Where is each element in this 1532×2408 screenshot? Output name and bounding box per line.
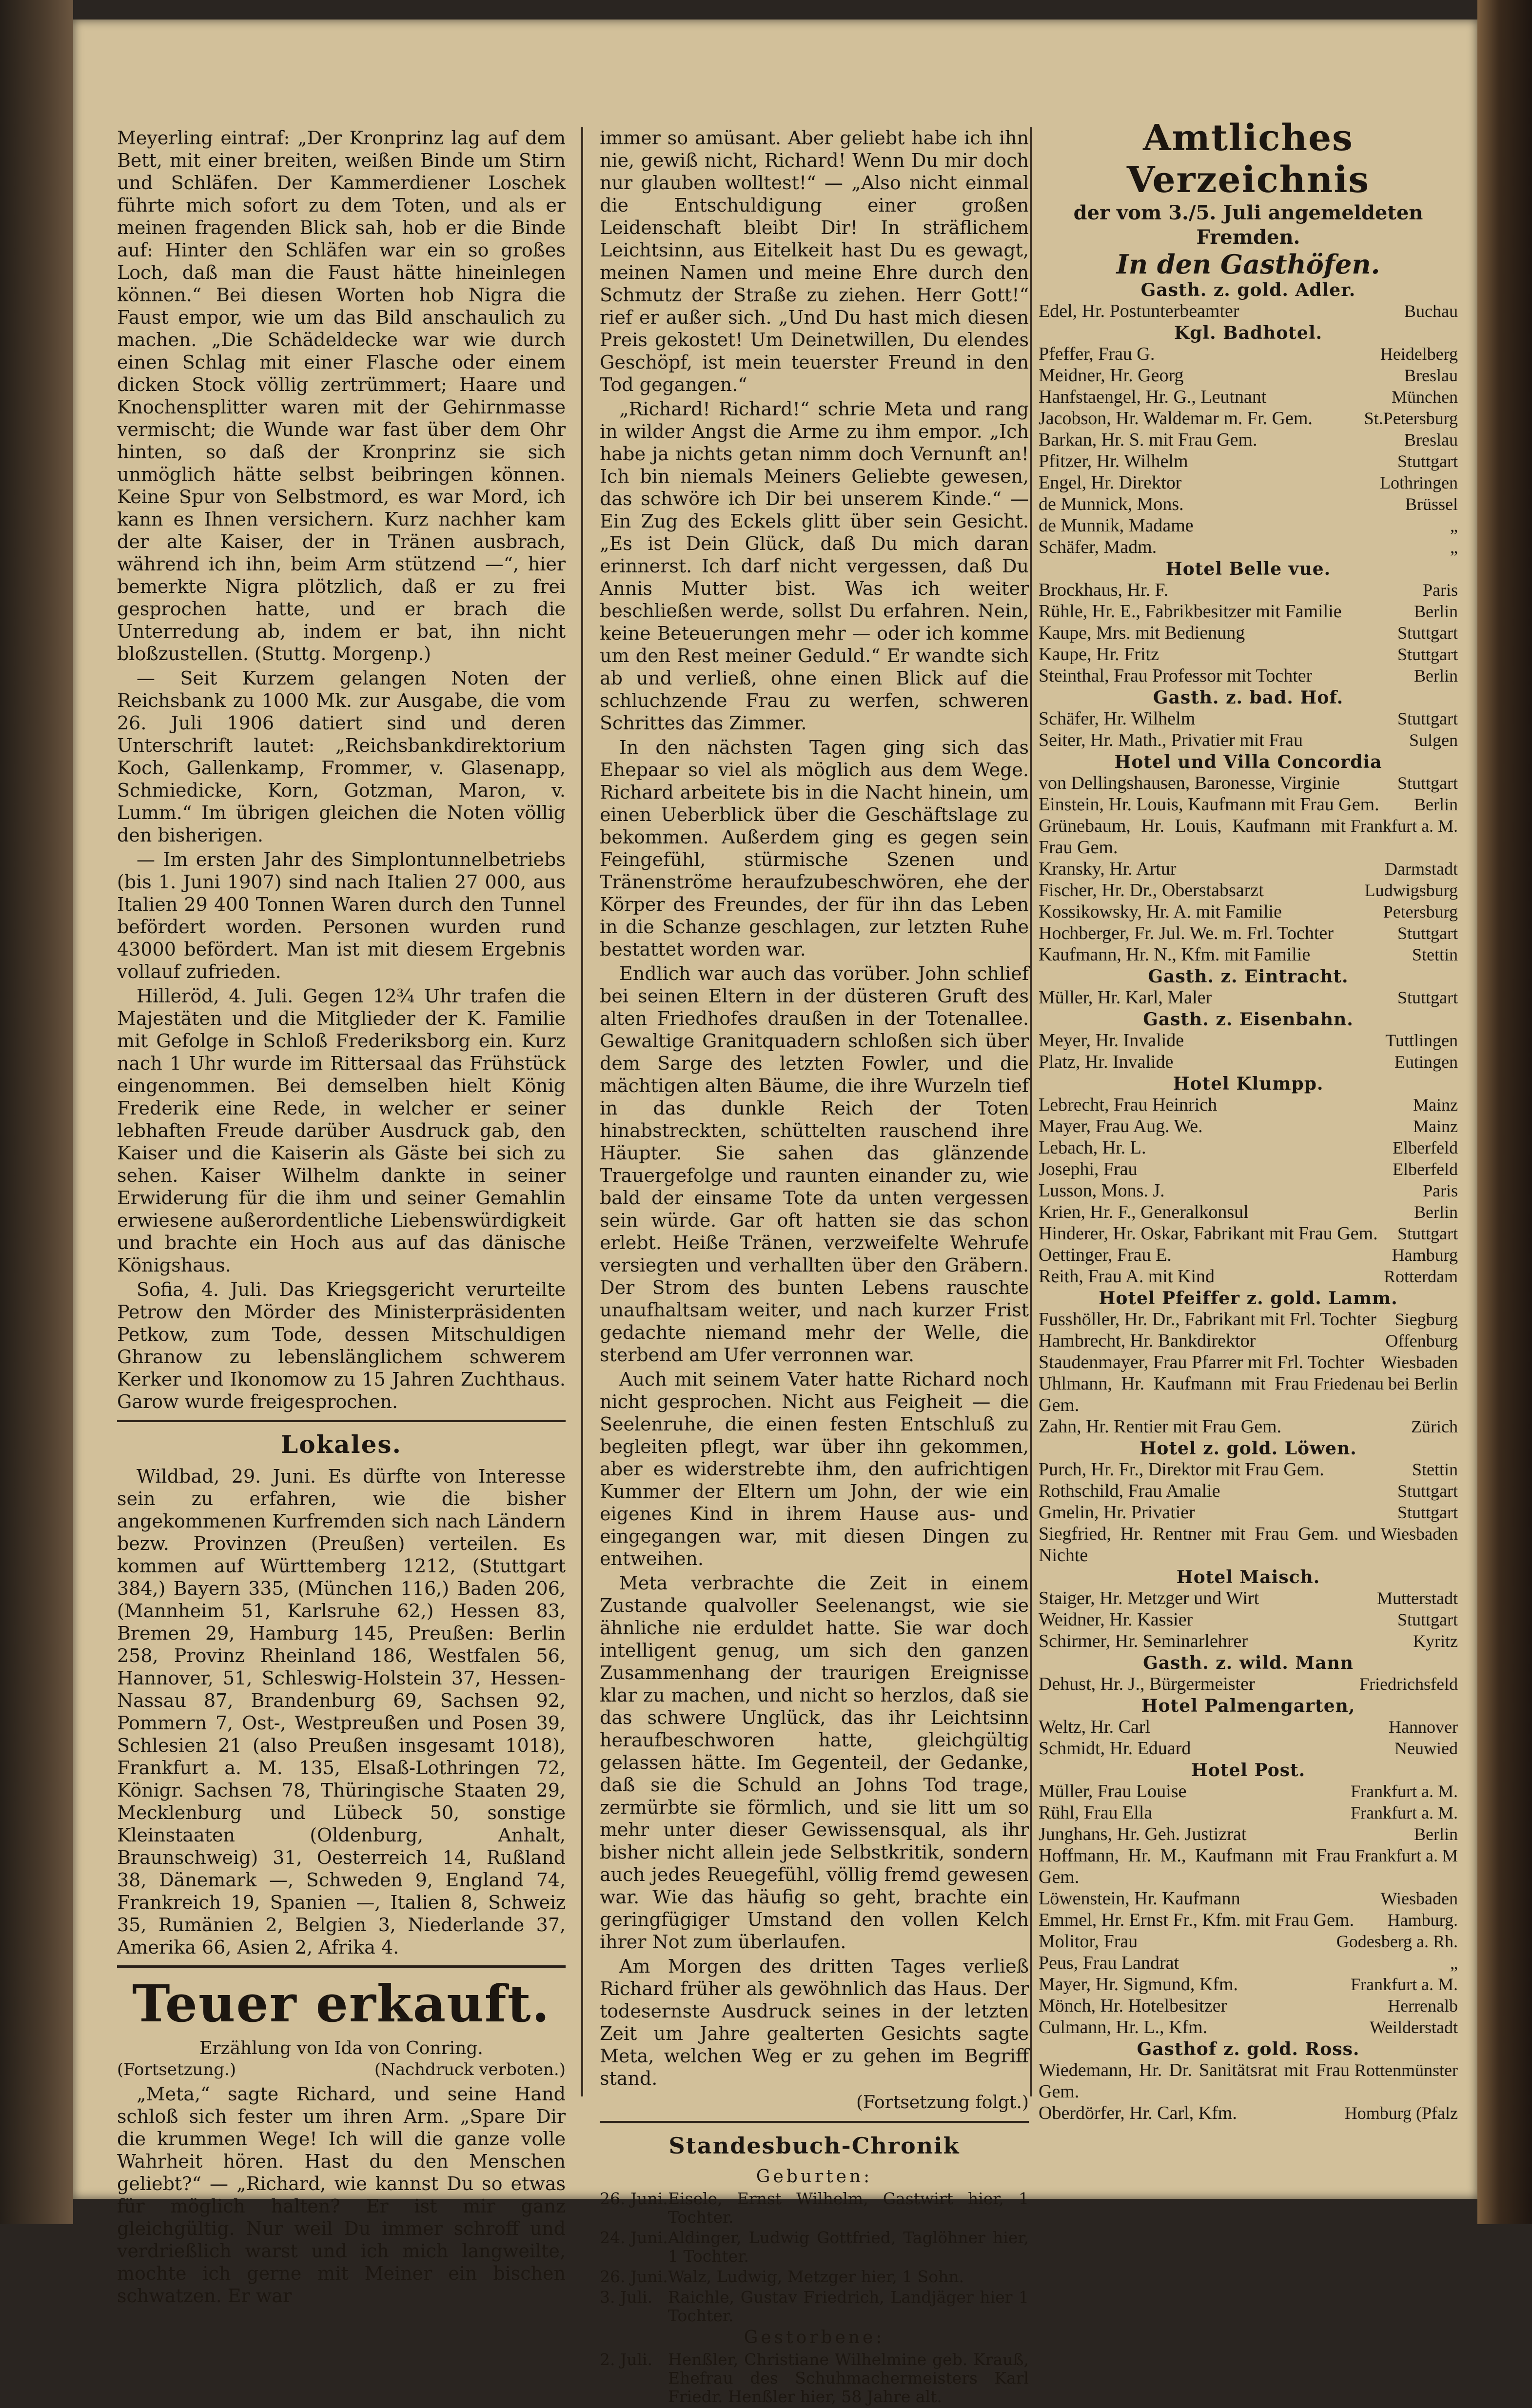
guest-origin: Kyritz	[1413, 1631, 1458, 1651]
guest-row	[1039, 1716, 1458, 1738]
guest-origin: Petersburg	[1383, 902, 1458, 921]
news-paragraph: Sofia, 4. Juli. Das Kriegsgericht verurteilte Petrow den Mörder des Ministerpräsidenten Petkow, zum Tode, dessen Mitschuldigen Ghranow zu lebenslänglichem schwerem Kerker und Ikonomow zu 15 Jahren Zuchthaus. Garow wurde freigesprochen.	[117, 1279, 566, 1412]
guest-name: Kaupe, Hr. Fritz	[1039, 644, 1159, 665]
guest-row	[1039, 2102, 1458, 2124]
guest-name: Löwenstein, Hr. Kaufmann	[1039, 1888, 1240, 1909]
guest-name: Müller, Hr. Karl, Maler	[1039, 987, 1212, 1008]
guest-name: Pfitzer, Hr. Wilhelm	[1039, 451, 1188, 471]
guest-row	[1039, 665, 1458, 686]
register-section: In den Gasthöfen.	[1116, 249, 1380, 280]
guest-row	[1039, 601, 1458, 622]
guest-row	[1039, 1266, 1458, 1287]
guest-row	[1039, 901, 1458, 922]
guest-name: Fusshöller, Hr. Dr., Fabrikant mit Frl. Tochter	[1039, 1309, 1376, 1330]
guest-row	[1039, 1201, 1458, 1223]
story-paragraph: „Richard! Richard!“ schrie Meta und rang in wilder Angst die Arme zu ihm empor. „Ich habe ja nichts getan nimm doch Vernunft an! Ich bin niemals Meiners Geliebte gewesen, das schwöre ich Dir bei unserem Kinde.“ — Ein Zug des Eckels glitt über sein Gesicht. „Es ist Dein Glück, daß Du mich daran erinnerst. Ich darf nicht vergessen, daß Du Annis Mutter bist. Was ich weiter beschließen werde, sollst Du erfahren. Nein, keine Beteuerungen mehr — oder ich komme um den Rest meiner Geduld.“ Er wandte sich ab und verließ, ohne einen Blick auf die schluchzende Frau zu werfen, schweren Schrittes das Zimmer.	[600, 398, 1029, 734]
guest-row	[1039, 386, 1458, 408]
guest-row	[1039, 1609, 1458, 1630]
guest-row	[1039, 1416, 1458, 1437]
guest-origin: „	[1450, 537, 1458, 557]
guest-origin: Wiesbaden	[1380, 1524, 1458, 1544]
hotel-heading: Hotel Post.	[1191, 1760, 1306, 1781]
guest-origin: Ludwigsburg	[1364, 881, 1458, 900]
news-paragraph: — Im ersten Jahr des Simplontunnelbetriebs (bis 1. Juni 1907) sind nach Italien 27 000, aus Italien 29 400 Tonnen Waren durch den Tunnel befördert worden. Personen wurden rund 43000 befördert. Man ist mit diesem Ergebnis vollauf zufrieden.	[117, 849, 566, 982]
guest-row	[1039, 1030, 1458, 1051]
guest-origin: Rottenmünster	[1355, 2060, 1458, 2080]
news-paragraphs	[117, 127, 566, 1413]
guest-name: Gmelin, Hr. Privatier	[1039, 1502, 1195, 1523]
guest-row	[1039, 1480, 1458, 1502]
guest-origin: Homburg (Pfalz	[1344, 2103, 1458, 2123]
guest-origin: Frankfurt a. M.	[1351, 1975, 1458, 1994]
guest-name: Lebrecht, Frau Heinrich	[1039, 1095, 1218, 1115]
guest-origin: Breslau	[1404, 366, 1458, 385]
guest-row	[1039, 1802, 1458, 1823]
guest-row	[1039, 1673, 1458, 1695]
lokales-heading: Lokales.	[281, 1430, 402, 1459]
story-title: Teuer erkauft.	[132, 1974, 550, 2034]
guest-row	[1039, 1094, 1458, 1116]
hotel-heading: Hotel Belle vue.	[1165, 559, 1331, 579]
guest-origin: „	[1450, 1953, 1458, 1973]
guest-name: Zahn, Hr. Rentier mit Frau Gem.	[1039, 1416, 1282, 1437]
hotel-heading: Hotel Palmengarten,	[1141, 1696, 1355, 1716]
guest-row	[1039, 622, 1458, 644]
guest-origin: Herrenalb	[1388, 1996, 1458, 2016]
chronik-text: Raichle, Gustav Friedrich, Landjäger hier 1 Tochter.	[668, 2288, 1029, 2325]
guest-name: Molitor, Frau	[1039, 1931, 1138, 1952]
register-subtitle: der vom 3./5. Juli angemeldeten Fremden.	[1073, 201, 1423, 249]
guest-row	[1039, 1630, 1458, 1652]
register-title: Amtliches Verzeichnis	[1126, 117, 1370, 201]
reprint-notice: (Nachdruck verboten.)	[374, 2060, 566, 2079]
guest-origin: „	[1450, 516, 1458, 535]
guest-name: Edel, Hr. Postunterbeamter	[1039, 301, 1239, 321]
story-byline: Erzählung von Ida von Conring.	[199, 2038, 483, 2058]
guest-row	[1039, 1523, 1458, 1566]
guest-name: Rühle, Hr. E., Fabrikbesitzer mit Familie	[1039, 601, 1342, 622]
guest-origin: Lothringen	[1380, 473, 1458, 492]
guest-name: Platz, Hr. Invalide	[1039, 1052, 1174, 1072]
guest-origin: Stettin	[1412, 1460, 1458, 1479]
guest-row	[1039, 1051, 1458, 1073]
guest-origin: Mutterstadt	[1377, 1588, 1458, 1608]
guest-name: de Munnick, Mons.	[1039, 494, 1184, 514]
guest-origin: Stuttgart	[1397, 988, 1458, 1007]
story-paragraph: Meta verbrachte die Zeit in einem Zustande qualvoller Seelenangst, wie sie ähnliche nie erduldet hatte. Sie war doch intelligent genug, um sich den ganzen Zusammenhang der traurigen Ereignisse klar zu machen, und nicht so herzlos, daß sie das schwere Unglück, das ihr Leichtsinn heraufbeschworen hatte, gleichgültig gelassen hätte. Im Gegenteil, der Gedanke, daß sie die Schuld an Johns Tod trage, zermürbte sie förmlich, und sie litt um so mehr unter dieser Gewissensqual, als ihr bisher nicht allein jede Selbstkritik, sondern auch jedes Reuegefühl, völlig fremd gewesen war. Wie das häufig so geht, brachte ein geringfügiger Umstand den vollen Kelch ihrer Not zum überlaufen.	[600, 1572, 1029, 1953]
guest-name: Hochberger, Fr. Jul. We. m. Frl. Tochter	[1039, 923, 1334, 943]
news-paragraph: Meyerling eintraf: „Der Kronprinz lag auf dem Bett, mit einer breiten, weißen Binde um Stirn und Schläfen. Der Kammerdiener Loschek führte mich sofort zu dem Toten, und als er meinen fragenden Blick sah, hob er die Binde auf: Hinter den Schläfen war ein so großes Loch, daß man die Faust hätte hineinlegen können.“ Bei diesen Worten hob Nigra die Faust empor, wie um das Bild anschaulich zu machen. „Die Schädeldecke war wie durch einen Schlag mit einer Flasche oder einem dicken Stock völlig zertrümmert; Haare und Knochensplitter waren mit der Gehirnmasse vermischt; die Wunde war fast über dem Ohr hinten, so daß der Kronprinz sie sich unmöglich hätte selbst beibringen können. Keine Spur von Selbstmord, es war Mord, ich kann es Ihnen versichern. Kurz nachher kam der alte Kaiser, der in Tränen ausbrach, während ich ihn, beim Arm stützend —“, hier bemerkte Nigra plötzlich, daß er zu frei gesprochen hatte, und er brach die Unterredung ab, indem er bat, ihn nicht bloßzustellen. (Stuttg. Morgenp.)	[117, 127, 566, 665]
story-continuation: (Fortsetzung.)	[117, 2060, 236, 2079]
guest-name: Grünebaum, Hr. Louis, Kaufmann mit Frau Gem.	[1039, 816, 1346, 858]
guest-origin: Mainz	[1413, 1116, 1458, 1136]
guest-origin: Mainz	[1413, 1095, 1458, 1115]
guest-name: Steinthal, Frau Professor mit Tochter	[1039, 666, 1313, 686]
story-paragraphs	[600, 127, 1029, 2090]
guest-name: Meidner, Hr. Georg	[1039, 365, 1184, 386]
guest-origin: Frankfurt a. M	[1355, 1846, 1458, 1865]
column-rule	[581, 127, 583, 2096]
column-news	[117, 127, 566, 2309]
chronik-entry	[600, 2229, 1029, 2266]
guest-row	[1039, 794, 1458, 815]
guest-origin: Berlin	[1414, 602, 1458, 621]
guest-origin: Stuttgart	[1397, 1481, 1458, 1501]
divider	[600, 2121, 1029, 2123]
guest-origin: Frankfurt a. M.	[1351, 816, 1458, 836]
hotel-heading: Gasth. z. Eintracht.	[1148, 966, 1349, 987]
guest-origin: Buchau	[1404, 301, 1458, 321]
guest-name: Mayer, Hr. Sigmund, Kfm.	[1039, 1974, 1238, 1995]
guest-row	[1039, 922, 1458, 944]
guest-origin: Hannover	[1389, 1717, 1458, 1737]
chronik-title: Standesbuch-Chronik	[668, 2133, 960, 2159]
guest-origin: Berlin	[1414, 666, 1458, 685]
guest-row	[1039, 1351, 1458, 1373]
guest-row	[1039, 536, 1458, 558]
guest-name: Purch, Hr. Fr., Direktor mit Frau Gem.	[1039, 1459, 1324, 1480]
chronik-date: 3. Juli.	[600, 2288, 653, 2307]
guest-name: Dehust, Hr. J., Bürgermeister	[1039, 1674, 1255, 1694]
guest-name: Schäfer, Hr. Wilhelm	[1039, 708, 1196, 729]
guest-row	[1039, 408, 1458, 429]
chronik-entry	[600, 2268, 1029, 2286]
guest-row	[1039, 300, 1458, 322]
guest-origin: Stuttgart	[1397, 645, 1458, 664]
guest-origin: Brüssel	[1405, 494, 1458, 514]
guest-name: Staiger, Hr. Metzger und Wirt	[1039, 1588, 1259, 1608]
guest-name: Einstein, Hr. Louis, Kaufmann mit Frau Gem.	[1039, 794, 1379, 815]
guest-row	[1039, 493, 1458, 515]
guest-row	[1039, 1502, 1458, 1523]
guest-name: Reith, Frau A. mit Kind	[1039, 1266, 1215, 1287]
guest-name: Engel, Hr. Direktor	[1039, 472, 1182, 493]
guest-origin: St.Petersburg	[1364, 409, 1458, 428]
guest-row	[1039, 1823, 1458, 1845]
guest-name: Josephi, Frau	[1039, 1159, 1138, 1179]
hotel-heading: Hotel Klumpp.	[1173, 1074, 1324, 1094]
guest-row	[1039, 1974, 1458, 1995]
guest-row	[1039, 987, 1458, 1008]
guest-origin: Elberfeld	[1393, 1138, 1458, 1157]
lokales-text: Wildbad, 29. Juni. Es dürfte von Interesse sein zu erfahren, wie die bisher angekommenen Kurfremden sich nach Ländern bezw. Provinzen (Preußen) verteilen. Es kommen auf Württemberg 1212, (Stuttgart 384,) Bayern 335, (München 116,) Baden 206, (Mannheim 51, Karlsruhe 62,) Hessen 83, Bremen 29, Hamburg 145, Preußen: Berlin 258, Provinz Rheinland 186, Westfalen 56, Hannover, 51, Schleswig-Holstein 37, Hessen-Nassau 87, Brandenburg 69, Sachsen 92, Pommern 7, Ost-, Westpreußen und Posen 39, Schlesien 21 (also Preußen insgesamt 1018), Frankfurt a. M. 135, Elsaß-Lothringen 72, Königr. Sachsen 78, Thüringische Staaten 29, Mecklenburg und Lübeck 50, sonstige Kleinstaaten (Oldenburg, Anhalt, Braunschweig) 31, Oesterreich 14, Rußland 38, Dänemark —, Schweden 9, England 74, Frankreich 19, Spanien —, Italien 8, Schweiz 35, Rumänien 2, Belgien 3, Niederlande 37, Amerika 66, Asien 2, Afrika 4.	[117, 1466, 566, 1958]
guest-row	[1039, 944, 1458, 965]
guest-origin: Eutingen	[1395, 1052, 1458, 1072]
guest-origin: Darmstadt	[1385, 859, 1458, 879]
guest-name: Krien, Hr. F., Generalkonsul	[1039, 1202, 1249, 1222]
guest-origin: Rotterdam	[1384, 1267, 1458, 1286]
guest-origin: Paris	[1423, 580, 1458, 600]
guest-row	[1039, 1995, 1458, 2016]
guest-name: Seiter, Hr. Math., Privatier mit Frau	[1039, 730, 1303, 750]
guest-row	[1039, 1459, 1458, 1480]
guest-name: Kaupe, Mrs. mit Bedienung	[1039, 623, 1245, 643]
guest-row	[1039, 708, 1458, 729]
guest-row	[1039, 815, 1458, 858]
guest-row	[1039, 1781, 1458, 1802]
guest-origin: Zürich	[1411, 1417, 1458, 1436]
guest-name: Hoffmann, Hr. M., Kaufmann mit Frau Gem.	[1039, 1845, 1351, 1887]
hotel-heading: Hotel Pfeiffer z. gold. Lamm.	[1099, 1288, 1398, 1309]
guest-name: Schirmer, Hr. Seminarlehrer	[1039, 1631, 1248, 1651]
guest-name: Mönch, Hr. Hotelbesitzer	[1039, 1996, 1227, 2016]
guest-name: Kossikowsky, Hr. A. mit Familie	[1039, 901, 1282, 922]
chronik-entry	[600, 2350, 1029, 2406]
gestorbene-label: Gestorbene:	[744, 2328, 885, 2348]
hotel-heading: Hotel und Villa Concordia	[1114, 752, 1382, 772]
chronik-entry	[600, 2190, 1029, 2227]
guest-row	[1039, 1309, 1458, 1330]
guest-name: Siegfried, Hr. Rentner mit Frau Gem. und Nichte	[1039, 1524, 1376, 1566]
guest-name: Culmann, Hr. L., Kfm.	[1039, 2017, 1208, 2037]
guest-name: Hambrecht, Hr. Bankdirektor	[1039, 1331, 1256, 1351]
guest-name: Kaufmann, Hr. N., Kfm. mit Familie	[1039, 944, 1311, 965]
chronik-date: 24. Juni.	[600, 2228, 668, 2247]
guest-row	[1039, 1909, 1458, 1931]
guest-row	[1039, 880, 1458, 901]
guest-origin: Stuttgart	[1397, 1224, 1458, 1243]
guest-name: Hinderer, Hr. Oskar, Fabrikant mit Frau Gem.	[1039, 1223, 1378, 1244]
guest-origin: Friedrichsfeld	[1359, 1674, 1458, 1694]
guest-name: Oberdörfer, Hr. Carl, Kfm.	[1039, 2103, 1237, 2123]
guest-row	[1039, 1223, 1458, 1244]
chronik-text: Aldinger, Ludwig Gottfried, Taglöhner hier, 1 Tochter.	[668, 2228, 1029, 2266]
continued-note: (Fortsetzung folgt.)	[856, 2093, 1029, 2113]
guest-name: Schmidt, Hr. Eduard	[1039, 1738, 1191, 1759]
guest-row	[1039, 1952, 1458, 1974]
guest-row	[1039, 365, 1458, 386]
news-paragraph: Hilleröd, 4. Juli. Gegen 12¾ Uhr trafen die Majestäten und die Mitglieder der K. Familie mit Gefolge in Schloß Frederiksborg ein. Kurz nach 1 Uhr wurde im Rittersaal das Frühstück eingenommen. Bei demselben hielt König Frederik eine Rede, in welcher er seiner lebhaften Freude darüber Ausdruck gab, den Kaiser und die Kaiserin als Gäste bei sich zu sehen. Kaiser Wilhelm dankte in seiner Erwiderung für die ihm und seiner Gemahlin erwiesene außerordentliche Liebenswürdigkeit und brachte ein Hoch aus auf das dänische Königshaus.	[117, 985, 566, 1276]
guest-name: Rothschild, Frau Amalie	[1039, 1481, 1220, 1501]
guest-origin: Berlin	[1414, 795, 1458, 814]
guest-origin: Tuttlingen	[1385, 1031, 1458, 1050]
guest-name: Staudenmayer, Frau Pfarrer mit Frl. Tochter	[1039, 1352, 1364, 1372]
guest-origin: Berlin	[1414, 1824, 1458, 1844]
divider	[117, 1420, 566, 1422]
guest-name: Weltz, Hr. Carl	[1039, 1717, 1151, 1737]
guest-name: Fischer, Hr. Dr., Oberstabsarzt	[1039, 880, 1264, 901]
hotel-heading: Gasthof z. gold. Ross.	[1137, 2039, 1360, 2059]
guest-origin: Stuttgart	[1397, 623, 1458, 643]
guest-origin: Neuwied	[1395, 1739, 1458, 1758]
chronik-date: 2. Juli.	[600, 2350, 653, 2369]
guest-origin: Heidelberg	[1380, 344, 1458, 364]
guest-origin: Stuttgart	[1397, 709, 1458, 728]
guest-origin: Stuttgart	[1397, 1503, 1458, 1522]
guest-name: Mayer, Frau Aug. We.	[1039, 1116, 1203, 1136]
guest-name: Meyer, Hr. Invalide	[1039, 1030, 1184, 1051]
guest-row	[1039, 2059, 1458, 2102]
story-paragraph: In den nächsten Tagen ging sich das Ehepaar so viel als möglich aus dem Wege. Richard arbeitete bis in die Nacht hinein, um einen Ueberblick über die Geschäftslage zu bekommen. Außerdem ging es gegen sein Feingefühl, stürmische Szenen und Tränenströme heraufzubeschwören, ehe der Körper des Freundes, der für ihn das Leben in die Schanze geschlagen, zur letzten Ruhe bestattet worden war.	[600, 737, 1029, 960]
story-paragraph: immer so amüsant. Aber geliebt habe ich ihn nie, gewiß nicht, Richard! Wenn Du mir doch nur glauben wolltest!“ — „Also nicht einmal die Entschuldigung einer großen Leidenschaft bleibt Dir! In sträflichem Leichtsinn, aus Eitelkeit hast Du es gewagt, meinen Namen und meine Ehre durch den Schmutz der Straße zu ziehen. Herr Gott!“ rief er außer sich. „Und Du hast mich diesen Preis gekostet! Um Deinetwillen, Du elendes Geschöpf, ist mein teuerster Freund in den Tod gegangen.“	[600, 127, 1029, 395]
guest-origin: Offenburg	[1385, 1331, 1458, 1351]
story-paragraph: Endlich war auch das vorüber. John schlief bei seinen Eltern in der düsteren Gruft des alten Friedhofes draußen in der Totenallee. Gewaltige Granitquadern schloßen sich über dem Sarge des letzten Fowler, und die mächtigen alten Bäume, die ihre Wurzeln tief in das dunkle Reich der Toten hinabstreckten, schüttelten rauschend ihre Häupter. Sie sahen das glänzende Trauergefolge und raunten einander zu, wie bald der einsame Tote da unten vergessen sein würde. Gar oft hatten sie das schon erlebt. Heiße Tränen, verzweifelte Wehrufe versiegten und verhallten über den Gräbern. Der Strom des bunten Lebens rauschte unaufhaltsam weiter, und nach kurzer Frist gedachte niemand mehr der Welle, die sterbend am Ufer verronnen war.	[600, 963, 1029, 1366]
guest-name: Müller, Frau Louise	[1039, 1781, 1187, 1801]
guest-row	[1039, 1888, 1458, 1909]
guest-row	[1039, 1116, 1458, 1137]
guest-row	[1039, 858, 1458, 880]
hotel-heading: Gasth. z. wild. Mann	[1143, 1653, 1354, 1673]
guest-origin: Friedenau bei Berlin	[1314, 1374, 1458, 1393]
guest-origin: Stuttgart	[1397, 451, 1458, 471]
column-rule	[1030, 127, 1032, 2096]
guest-name: Emmel, Hr. Ernst Fr., Kfm. mit Frau Gem.	[1039, 1910, 1355, 1930]
guest-row	[1039, 515, 1458, 536]
column-register	[1039, 117, 1458, 2124]
guest-row	[1039, 1180, 1458, 1201]
guest-row	[1039, 2016, 1458, 2038]
chronik-text: Henßler, Christiane Wilhelmine geb. Krauß, Ehefrau des Schuhmachermeisters Karl Friedr. Henßler hier, 58 Jahre alt.	[668, 2350, 1029, 2406]
register-list	[1039, 280, 1458, 2124]
page-edge	[1477, 0, 1532, 2224]
chronik-date: 26. Juni.	[600, 2189, 668, 2208]
guest-name: de Munnik, Madame	[1039, 515, 1194, 536]
column-story	[600, 127, 1029, 2408]
guest-row	[1039, 644, 1458, 665]
guest-name: Junghans, Hr. Geh. Justizrat	[1039, 1824, 1247, 1844]
guest-origin: Stuttgart	[1397, 1610, 1458, 1629]
chronik-text: Walz, Ludwig, Metzger hier, 1 Sohn.	[668, 2267, 964, 2286]
guest-origin: Elberfeld	[1393, 1159, 1458, 1179]
guest-row	[1039, 1738, 1458, 1759]
divider	[117, 1965, 566, 1968]
hotel-heading: Gasth. z. bad. Hof.	[1153, 687, 1344, 708]
story-paragraphs	[117, 2083, 566, 2307]
geburten-label: Geburten:	[756, 2167, 873, 2187]
guest-name: Oettinger, Frau E.	[1039, 1245, 1172, 1265]
guest-origin: Stuttgart	[1397, 923, 1458, 943]
story-paragraph: Am Morgen des dritten Tages verließ Richard früher als gewöhnlich das Haus. Der todesernste Ausdruck seines in der letzten Zeit um Jahre gealterten Gesichts sagte Meta, welchen Weg er zu gehen im Begriff stand.	[600, 1956, 1029, 2089]
book-binding	[0, 0, 73, 2224]
guest-row	[1039, 429, 1458, 450]
guest-name: Jacobson, Hr. Waldemar m. Fr. Gem.	[1039, 408, 1313, 429]
guest-name: Pfeffer, Frau G.	[1039, 344, 1155, 364]
guest-origin: Hamburg.	[1387, 1910, 1458, 1930]
hotel-heading: Gasth. z. Eisenbahn.	[1143, 1009, 1354, 1030]
guest-row	[1039, 343, 1458, 365]
guest-row	[1039, 450, 1458, 472]
hotel-heading: Hotel Maisch.	[1176, 1567, 1320, 1587]
guest-row	[1039, 472, 1458, 493]
guest-row	[1039, 1330, 1458, 1351]
guest-row	[1039, 772, 1458, 794]
guest-name: Peus, Frau Landrat	[1039, 1953, 1179, 1973]
guest-origin: Godesberg a. Rh.	[1336, 1932, 1458, 1951]
guest-row	[1039, 1158, 1458, 1180]
guest-origin: Stettin	[1412, 945, 1458, 964]
hotel-heading: Hotel z. gold. Löwen.	[1139, 1438, 1357, 1459]
guest-origin: Wiesbaden	[1380, 1889, 1458, 1908]
guest-origin: Paris	[1423, 1181, 1458, 1200]
guest-name: Brockhaus, Hr. F.	[1039, 580, 1169, 600]
guest-name: Hanfstaengel, Hr. G., Leutnant	[1039, 387, 1267, 407]
guest-name: Barkan, Hr. S. mit Frau Gem.	[1039, 430, 1257, 450]
guest-name: von Dellingshausen, Baronesse, Virginie	[1039, 773, 1340, 793]
chronik-entry	[600, 2288, 1029, 2325]
hotel-heading: Kgl. Badhotel.	[1174, 323, 1323, 343]
guest-origin: Wiesbaden	[1380, 1352, 1458, 1372]
guest-row	[1039, 1373, 1458, 1416]
guest-name: Weidner, Hr. Kassier	[1039, 1609, 1193, 1630]
gestorbene-list	[600, 2350, 1029, 2406]
guest-origin: Stuttgart	[1397, 773, 1458, 793]
guest-name: Wiedemann, Hr. Dr. Sanitätsrat mit Frau Gem.	[1039, 2060, 1350, 2102]
story-notes	[117, 2059, 566, 2080]
guest-origin: Breslau	[1404, 430, 1458, 450]
guest-row	[1039, 1244, 1458, 1266]
chronik-text: Eisele, Ernst Wilhelm, Gastwirt hier, 1 Tochter.	[668, 2189, 1029, 2227]
hotel-heading: Gasth. z. gold. Adler.	[1140, 280, 1356, 300]
guest-row	[1039, 1587, 1458, 1609]
guest-row	[1039, 579, 1458, 601]
guest-row	[1039, 729, 1458, 751]
guest-row	[1039, 1137, 1458, 1158]
story-paragraph: „Meta,“ sagte Richard, und seine Hand schloß sich fester um ihren Arm. „Spare Dir die krummen Wege! Ich will die ganze volle Wahrheit hören. Hast du den Menschen geliebt?“ — „Richard, wie kannst Du so etwas für möglich halten? Er ist mir ganz gleichgültig. Nur weil Du immer schroff und verdrießlich warst und ich mich langweilte, mochte ich gerne mit Meiner ein bischen schwatzen. Er war	[117, 2083, 566, 2307]
guest-row	[1039, 1845, 1458, 1888]
guest-name: Uhlmann, Hr. Kaufmann mit Frau Gem.	[1039, 1373, 1309, 1415]
chronik-date: 26. Juni.	[600, 2267, 668, 2286]
guest-origin: München	[1392, 387, 1458, 407]
geburten-list	[600, 2190, 1029, 2325]
guest-name: Rühl, Frau Ella	[1039, 1802, 1153, 1823]
guest-name: Lebach, Hr. L.	[1039, 1137, 1146, 1158]
guest-origin: Sulgen	[1409, 730, 1458, 750]
guest-name: Kransky, Hr. Artur	[1039, 859, 1177, 879]
guest-name: Schäfer, Madm.	[1039, 537, 1157, 557]
guest-origin: Siegburg	[1395, 1310, 1458, 1329]
news-paragraph: — Seit Kurzem gelangen Noten der Reichsbank zu 1000 Mk. zur Ausgabe, die vom 26. Juli 1906 datiert sind und deren Unterschrift lautet: „Reichsbankdirektorium Koch, Gallenkamp, Frommer, v. Glasenapp, Schmiedicke, Korn, Gotzman, Maron, v. Lumm.“ Im übrigen gleichen die Noten völlig den bisherigen.	[117, 667, 566, 846]
guest-origin: Weilderstadt	[1369, 2017, 1458, 2037]
guest-origin: Frankfurt a. M.	[1351, 1782, 1458, 1801]
story-paragraph: Auch mit seinem Vater hatte Richard noch nicht gesprochen. Nicht aus Feigheit — die Seelenruhe, die einen festen Entschluß zu begleiten pflegt, war über ihn gekommen, aber es widerstrebte ihm, den aufrichtigen Kummer der Eltern um John, der wie ein eigenes Kind in ihrem Hause aus- und eingegangen war, mit diesen Dingen zu entweihen.	[600, 1369, 1029, 1569]
guest-origin: Berlin	[1414, 1202, 1458, 1222]
guest-row	[1039, 1931, 1458, 1952]
guest-name: Lusson, Mons. J.	[1039, 1180, 1165, 1201]
guest-origin: Frankfurt a. M.	[1351, 1803, 1458, 1822]
guest-origin: Hamburg	[1392, 1245, 1458, 1265]
